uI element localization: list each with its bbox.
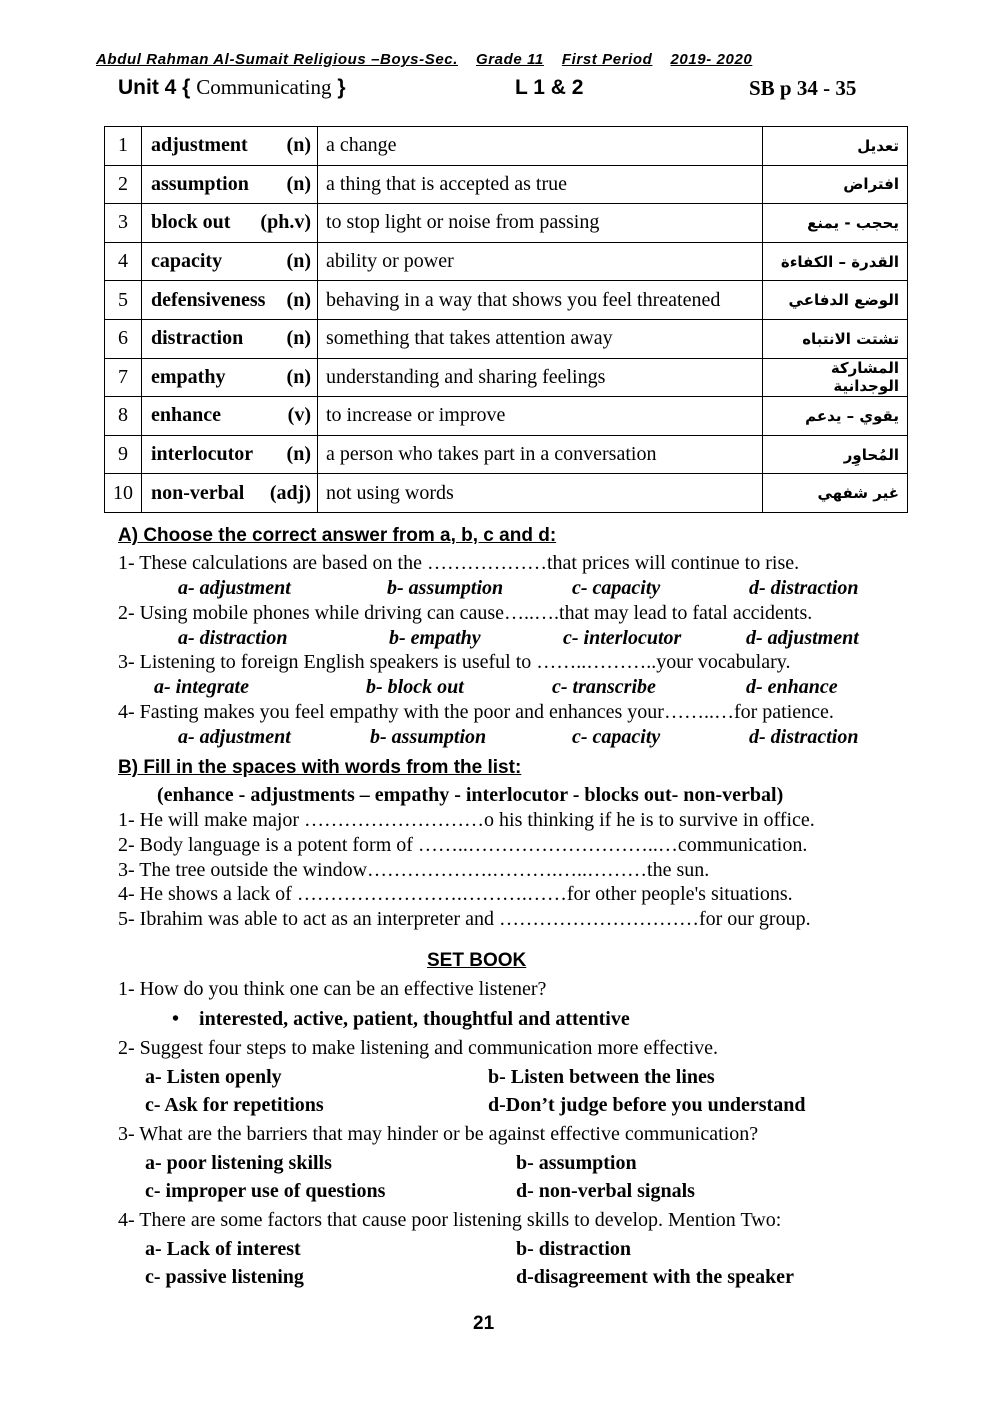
option: c- capacity <box>572 726 661 749</box>
part-of-speech: (n) <box>286 288 311 311</box>
vocab-row <box>105 165 908 204</box>
row-number: 2 <box>105 165 142 204</box>
question-4: 4- Fasting makes you feel empathy with the poor and enhances your……..…for patience. <box>118 701 834 724</box>
option: c- interlocutor <box>563 626 682 649</box>
word: defensiveness <box>151 288 266 311</box>
definition: something that takes attention away <box>318 319 763 358</box>
answer: b- assumption <box>516 1152 637 1174</box>
part-of-speech: (n) <box>286 443 311 466</box>
vocab-row <box>105 358 908 397</box>
fill-sentence-4: 4- He shows a lack of …………………….……….……for other people's situations. <box>118 883 793 906</box>
option: d- distraction <box>749 577 859 599</box>
row-number: 7 <box>105 358 142 397</box>
vocab-word <box>142 281 318 320</box>
option: c- capacity <box>572 577 661 599</box>
word: distraction <box>151 327 244 350</box>
fill-sentence-2: 2- Body language is a potent form of ……..………………………..…communication. <box>118 833 808 856</box>
arabic-translation: غير شفهي <box>763 474 908 513</box>
part-of-speech: (n) <box>286 172 311 195</box>
word: adjustment <box>151 134 248 157</box>
part-of-speech: (n) <box>286 365 311 388</box>
row-number: 9 <box>105 435 142 474</box>
part-of-speech: (n) <box>286 327 311 350</box>
arabic-translation: يقوي – يدعم <box>763 397 908 436</box>
vocab-row <box>105 242 908 281</box>
option: a- distraction <box>178 626 288 649</box>
question-2: 2- Using mobile phones while driving can cause…..….that may lead to fatal accidents. <box>118 601 813 624</box>
vocab-word <box>142 474 318 513</box>
unit-label: Unit 4 { <box>118 76 191 99</box>
arabic-translation: الوضع الدفاعي <box>763 281 908 320</box>
part-of-speech: (ph.v) <box>260 211 311 234</box>
row-number: 10 <box>105 474 142 513</box>
word: assumption <box>151 172 249 195</box>
answer: a- poor listening skills <box>145 1152 332 1174</box>
definition: to increase or improve <box>318 397 763 436</box>
vocab-row <box>105 204 908 243</box>
vocab-row <box>105 435 908 474</box>
definition: understanding and sharing feelings <box>318 358 763 397</box>
arabic-translation: تعديل <box>763 127 908 166</box>
page-number: 21 <box>473 1313 495 1334</box>
word: capacity <box>151 250 223 273</box>
option: a- integrate <box>154 676 249 699</box>
grade: Grade 11 <box>475 51 544 68</box>
definition: a change <box>318 127 763 166</box>
definition: behaving in a way that shows you feel threatened <box>318 281 763 320</box>
vocab-row <box>105 319 908 358</box>
vocab-word <box>142 435 318 474</box>
vocab-word <box>142 127 318 166</box>
unit-name: Communicating <box>196 75 332 99</box>
option: b- assumption <box>370 726 487 749</box>
arabic-translation: يحجب - يمنع <box>763 204 908 243</box>
arabic-translation: المشاركة الوجدانية <box>763 358 908 397</box>
row-number: 5 <box>105 281 142 320</box>
vocab-word <box>142 204 318 243</box>
section-a-title: A) Choose the correct answer from a, b, c and d: <box>118 525 557 546</box>
unit-title <box>118 77 346 98</box>
answer: b- Listen between the lines <box>488 1066 715 1088</box>
fill-sentence-3: 3- The tree outside the window……………….……….…..………the sun. <box>118 858 710 881</box>
set-book-title: SET BOOK <box>427 950 527 971</box>
word: empathy <box>151 365 226 388</box>
definition: a thing that is accepted as true <box>318 165 763 204</box>
setbook-q1: 1- How do you think one can be an effective listener? <box>118 978 547 1000</box>
fill-sentence-1: 1- He will make major ………………………o his thinking if he is to survive in office. <box>118 809 815 831</box>
word: block out <box>151 211 231 234</box>
setbook-q3: 3- What are the barriers that may hinder or be against effective communication? <box>118 1123 759 1145</box>
fill-sentence-5: 5- Ibrahim was able to act as an interpreter and …………………………for our group. <box>118 908 811 931</box>
vocab-word <box>142 397 318 436</box>
setbook-q4: 4- There are some factors that cause poor listening skills to develop. Mention Two: <box>118 1209 782 1231</box>
definition: a person who takes part in a conversation <box>318 435 763 474</box>
answer: d-disagreement with the speaker <box>516 1266 794 1288</box>
answer: c- improper use of questions <box>145 1180 386 1202</box>
word: interlocutor <box>151 443 254 466</box>
year: 2019- 2020 <box>670 51 753 68</box>
option: a- adjustment <box>178 726 291 749</box>
row-number: 6 <box>105 319 142 358</box>
definition: to stop light or noise from passing <box>318 204 763 243</box>
vocabulary-table <box>104 126 908 513</box>
school-header <box>96 52 770 67</box>
answer: d- non-verbal signals <box>516 1180 695 1202</box>
word: enhance <box>151 404 221 427</box>
row-number: 3 <box>105 204 142 243</box>
arabic-translation: القدرة – الكفاءة <box>763 242 908 281</box>
row-number: 1 <box>105 127 142 166</box>
answer-text: interested, active, patient, thoughtful and attentive <box>199 1008 630 1030</box>
word: non-verbal <box>151 481 245 504</box>
option: c- transcribe <box>552 676 656 699</box>
row-number: 8 <box>105 397 142 436</box>
option: b- empathy <box>389 626 481 649</box>
part-of-speech: (n) <box>286 250 311 273</box>
answer: c- Ask for repetitions <box>145 1094 324 1116</box>
vocab-word <box>142 319 318 358</box>
lesson-label: L 1 & 2 <box>515 76 584 99</box>
setbook-q1-answer: • interested, active, patient, thoughtful and attentive <box>172 1008 630 1030</box>
vocab-row <box>105 127 908 166</box>
answer: c- passive listening <box>145 1266 304 1288</box>
vocab-word <box>142 358 318 397</box>
arabic-translation: افتراض <box>763 165 908 204</box>
period: First Period <box>561 51 653 68</box>
answer: b- distraction <box>516 1238 631 1260</box>
option: b- assumption <box>387 577 504 599</box>
unit-close: } <box>337 76 346 99</box>
answer: a- Listen openly <box>145 1066 282 1088</box>
option: b- block out <box>366 676 464 699</box>
row-number: 4 <box>105 242 142 281</box>
vocab-row <box>105 397 908 436</box>
option: d- distraction <box>749 726 859 749</box>
vocab-word <box>142 242 318 281</box>
word-list: (enhance - adjustments – empathy - interlocutor - blocks out- non-verbal) <box>157 784 784 806</box>
arabic-translation: تشتت الانتباه <box>763 319 908 358</box>
section-b-title: B) Fill in the spaces with words from the list: <box>118 757 522 778</box>
definition: not using words <box>318 474 763 513</box>
vocab-row <box>105 474 908 513</box>
setbook-q2: 2- Suggest four steps to make listening and communication more effective. <box>118 1037 719 1059</box>
vocab-row <box>105 281 908 320</box>
question-1: 1- These calculations are based on the ………………that prices will continue to rise. <box>118 552 800 574</box>
vocab-word <box>142 165 318 204</box>
part-of-speech: (adj) <box>269 481 311 504</box>
answer: d-Don’t judge before you understand <box>488 1094 806 1116</box>
definition: ability or power <box>318 242 763 281</box>
part-of-speech: (v) <box>287 404 311 427</box>
part-of-speech: (n) <box>286 134 311 157</box>
question-3: 3- Listening to foreign English speakers is useful to ……..………..your vocabulary. <box>118 651 791 674</box>
option: d- enhance <box>746 676 838 699</box>
option: d- adjustment <box>746 626 859 649</box>
answer: a- Lack of interest <box>145 1238 301 1260</box>
option: a- adjustment <box>178 577 291 599</box>
pages-label: SB p 34 - 35 <box>749 76 857 100</box>
school-name: Abdul Rahman Al-Sumait Religious –Boys-Sec. <box>96 51 458 68</box>
arabic-translation: المُحاوِر <box>763 435 908 474</box>
